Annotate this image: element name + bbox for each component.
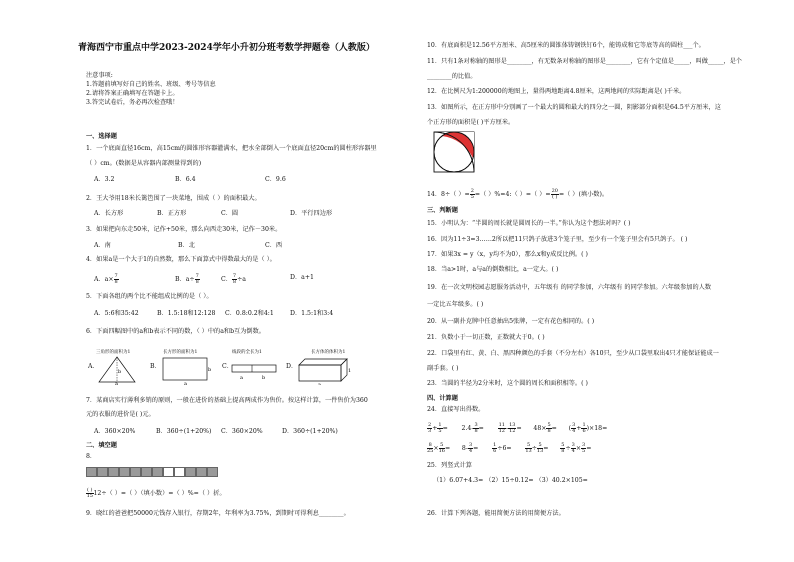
fraction: $\frac{20}{( )}$ bbox=[551, 188, 558, 200]
option: A．南 bbox=[94, 242, 111, 249]
question-text: 4．如果a是一个大于1的自然数，那么下面算式中得数最大的是（ ）。 bbox=[86, 256, 276, 263]
question-text: ________的比值。 bbox=[427, 73, 477, 80]
question-text: 20．从一副扑克牌中任意抽出5张牌，一定有花色相同的。( ) bbox=[427, 318, 595, 325]
question-text: 7．某商店实行薄利多销的原则，一般在进价的基础上提高两成作为售价。按这样计算，一件售价为360 bbox=[86, 397, 368, 404]
question-text: 14．8÷（ ）= $\frac{2}{5}$ =（ ）%=4:（ ）=（ ）= $\frac{20}{( )}$ =（ ）(填小数)。 bbox=[427, 188, 609, 200]
option: B．1.5:18和12:128 bbox=[157, 310, 216, 317]
square-circle-figure bbox=[432, 130, 476, 174]
figure-label: 长方形的面积为1 bbox=[163, 350, 198, 355]
note-item: 1.答题前填写好自己的姓名、班级、考号等信息 bbox=[86, 81, 216, 88]
option: B．北 bbox=[178, 242, 195, 249]
question-text: 16．因为11÷3=3……2所以把11只鸽子放进3个笼子里，至少有一个笼子里会有5只鸽子。 ( ) bbox=[427, 236, 688, 243]
question-text: （1）6.07+4.3= （2）15÷0.12= （3）40.2×105= bbox=[433, 477, 588, 484]
question-text: 副手套。( ) bbox=[427, 365, 459, 372]
option: A．360×20% bbox=[94, 428, 136, 435]
option: B． bbox=[150, 363, 161, 370]
svg-text:b: b bbox=[208, 367, 212, 373]
section-heading: 四、计算题 bbox=[427, 395, 458, 402]
fraction: $\frac{7}{8}$ bbox=[114, 273, 118, 285]
question-text: 18．当a>1时，a与a的倒数相比，a一定大。( ) bbox=[427, 266, 559, 273]
option: D．平行四边形 bbox=[290, 210, 333, 217]
shaded-grid bbox=[86, 467, 218, 477]
svg-text:a: a bbox=[318, 382, 321, 385]
fraction: $\frac{( )}{15}$ bbox=[86, 487, 93, 499]
figure-label: 线段的全长为1 bbox=[232, 350, 262, 355]
rectangle-figure bbox=[160, 355, 215, 385]
figure-label: 三角形的面积为1 bbox=[96, 350, 131, 355]
calc-row: $\frac{8}{25}$ × $\frac{5}{16}$ = 8- $\frac{3}{4}$ = $\frac{1}{6}$ ÷6= $\frac{5}{13}$ ÷ $\frac{5}{13}$ = $\frac{5}{8}$ ÷ $\frac{3}{4}$ × $\frac{3}{5}$ = bbox=[427, 442, 592, 454]
question-text: 2．王大爷用18米长篱笆围了一块菜地，围成（ ）的面积最大。 bbox=[86, 195, 261, 202]
option: C．9.6 bbox=[265, 176, 286, 183]
option: A．a× $\frac{7}{8}$ bbox=[94, 273, 118, 285]
question-text: 个正方形的面积是( )平方厘米。 bbox=[427, 119, 515, 126]
question-text: 15．小明认为：“半圆的周长就是圆周长的一半。”你认为这个想法对吗？( ) bbox=[427, 220, 631, 227]
question-text: 17．如果3x = y（x，y均不为0），那么x和y成反比例。( ) bbox=[427, 251, 588, 258]
question-text: 24．直接写出得数。 bbox=[427, 406, 485, 413]
svg-text:1: 1 bbox=[348, 368, 352, 374]
option: C．0.8:0.2和4:1 bbox=[225, 310, 274, 317]
svg-text:b: b bbox=[118, 369, 122, 375]
section-heading: 一、选择题 bbox=[86, 133, 117, 140]
option: C．360×20% bbox=[221, 428, 263, 435]
question-text: 10．有底面积是12.56平方厘米、高5厘米的圆锥体铸钢铁钉6个，能铸成和它等底等高的圆柱___个。 bbox=[427, 42, 705, 49]
question-text: 3．如果把向东走50米，记作+50米，那么向西走30米，记作－30米。 bbox=[86, 226, 282, 233]
section-heading: 二、填空题 bbox=[86, 442, 117, 449]
question-text: 元的衣服的进价是( )元。 bbox=[86, 411, 155, 418]
question-text: 一定比五年级多。( ) bbox=[427, 301, 484, 308]
triangle-figure bbox=[95, 355, 145, 385]
option: C．西 bbox=[265, 242, 283, 249]
notes-heading: 注意事项: bbox=[86, 72, 113, 79]
option: A．5:6和35:42 bbox=[94, 310, 139, 317]
question-text: 21．负数小于一切正数，正数就大于0。( ) bbox=[427, 334, 545, 341]
svg-text:a: a bbox=[240, 375, 243, 381]
question-text: 23．当圆的半径为2分米时，这个圆的周长和面积相等。( ) bbox=[427, 380, 588, 387]
option: D． bbox=[286, 363, 298, 370]
option: B．6.4 bbox=[175, 176, 196, 183]
question-text: 5．下面各组的两个比不能组成比例的是（ ）。 bbox=[86, 293, 213, 300]
option: A．3.2 bbox=[94, 176, 115, 183]
note-item: 3.答完试卷后，务必再次检查哦！ bbox=[86, 99, 179, 106]
question-text: $\frac{( )}{15}$ 12÷（ ）=（ ）（填小数）=（ ）%=（ ）折。 bbox=[86, 487, 226, 499]
option: C． $\frac{7}{8}$ ÷a bbox=[221, 273, 246, 285]
question-text: （ ）cm。(数据是从容器内部测量得到的) bbox=[86, 160, 202, 167]
figure-label: 长方体的体积为1 bbox=[311, 350, 346, 355]
option: A．长方形 bbox=[94, 210, 124, 217]
question-text: 11．只有1条对称轴的图形是________，有无数条对称轴的图形是________，它有个定值是_____，叫做_____，是个 bbox=[427, 58, 742, 65]
svg-text:a: a bbox=[115, 381, 118, 385]
question-text: 25．列竖式计算 bbox=[427, 462, 472, 469]
fraction: $\frac{7}{8}$ bbox=[195, 273, 199, 285]
question-text: 12．在比例尺为1:200000的地图上，量得两地距离4.8厘米，这两地间的实际距离是( )千米。 bbox=[427, 88, 686, 95]
option: B．正方形 bbox=[157, 210, 187, 217]
cuboid-figure bbox=[296, 355, 356, 385]
option: C．圆 bbox=[221, 210, 239, 217]
question-text: 26．计算下列各题，能用简便方法的用简便方法。 bbox=[427, 510, 565, 517]
question-number: 8． bbox=[86, 453, 97, 460]
option: D．1.5:1和3:4 bbox=[290, 310, 334, 317]
question-text: 22．口袋里有红、黄、白、黑四种颜色的手套（不分左右）各10只，至少从口袋里取出4只才能保证能成一 bbox=[427, 350, 719, 357]
question-text: 13．如图所示，在正方形中分别画了一个最大的圆和最大的四分之一圆，阴影部分面积是64.5平方厘米，这 bbox=[427, 104, 721, 111]
option: D．a+1 bbox=[290, 274, 314, 281]
question-text: 19．在一次文明校园志愿服务活动中，五年级有 的同学参加，六年级有 的同学参加。六年级参加的人数 bbox=[427, 284, 712, 291]
fraction: $\frac{7}{8}$ bbox=[232, 273, 237, 285]
question-text: 1．一个底面直径16cm，高15cm的圆锥形容器灌满水，把水全部倒入一个底面直径20cm的圆柱形容器里 bbox=[86, 145, 377, 152]
question-text: 6．下面四幅图中的a和b表示不同的数，（ ）中的a和b互为倒数。 bbox=[86, 328, 265, 335]
fraction: $\frac{2}{5}$ bbox=[470, 188, 474, 200]
option: B．a÷ $\frac{7}{8}$ bbox=[175, 273, 199, 285]
option: C． bbox=[222, 363, 233, 370]
option: B．360÷(1+20%) bbox=[156, 428, 212, 435]
option: D．360÷(1+20%) bbox=[282, 428, 338, 435]
calc-row: $\frac{2}{3}$ + $\frac{1}{5}$ = 2.4- $\frac{3}{8}$ = $\frac{11}{12}$ - $\frac{13}{12}$ = 48× $\frac{5}{8}$ = ( $\frac{3}{4}$ + $\frac{1}{6}$ )×18= bbox=[428, 422, 608, 434]
segment-figure bbox=[229, 355, 281, 385]
section-heading: 三、判断题 bbox=[427, 207, 458, 214]
svg-text:a: a bbox=[184, 381, 187, 385]
svg-text:b: b bbox=[262, 375, 266, 381]
exam-title: 青海西宁市重点中学2023-2024学年小升初分班考数学押题卷（人教版） bbox=[78, 43, 375, 53]
note-item: 2.请将答案正确填写在答题卡上。 bbox=[86, 90, 179, 97]
option: A． bbox=[88, 363, 99, 370]
question-text: 9．晓红的爸爸把50000元钱存入银行，存期2年，年利率为3.75%，到期时可得利息________。 bbox=[86, 510, 350, 517]
